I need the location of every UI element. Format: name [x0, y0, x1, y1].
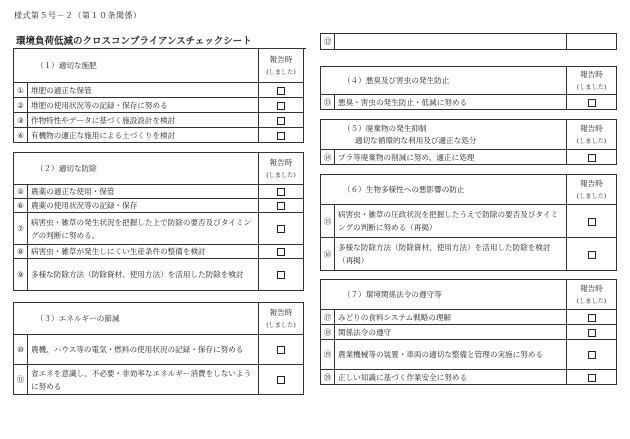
item-text: 多様な防除方法（防除資材、使用方法）を活用した防除を検討: [28, 259, 259, 291]
report-checkbox[interactable]: [588, 314, 596, 322]
report-checkbox[interactable]: [588, 329, 596, 337]
section-1-table: [13, 48, 304, 143]
section-3-table: [13, 302, 304, 395]
item-number: ⑳: [321, 370, 335, 385]
report-checkbox[interactable]: [588, 351, 596, 359]
document-title: 環境負荷低減のクロスコンプライアンスチェックシート: [16, 33, 306, 49]
item-number: ④: [14, 128, 28, 143]
item-text: 病害虫・雑草が発生しにくい生産条件の整備を検討: [28, 245, 259, 259]
item-text: 農薬の適正な使用・保管: [28, 185, 259, 199]
item-text: 病害虫・雑草の圧政状況を把握したうえで防除の要否及びタイミングの判断に努める（再掲）: [335, 205, 567, 238]
item-text: 多様な防除方法（防除資材、使用方法）を活用した防除を検討（再掲）: [335, 238, 567, 271]
report-header: 報告時 (しました): [567, 67, 617, 95]
item-number: ⑧: [14, 245, 28, 259]
item-text: プラ等廃棄物の削減に努め、適正に処理: [335, 150, 567, 165]
item-number: ⑲: [321, 340, 335, 370]
section-heading: （４）悪臭及び害虫の発生防止: [321, 67, 567, 95]
section-heading: （３）エネルギーの節減: [14, 303, 259, 335]
form-number: 様式第５号－２（第１０条関係）: [14, 11, 142, 20]
item-number: ⑨: [14, 259, 28, 291]
item-text: [335, 34, 567, 50]
report-checkbox[interactable]: [277, 102, 285, 110]
item-number: ⑦: [14, 213, 28, 245]
report-checkbox[interactable]: [277, 271, 285, 279]
item-text: 農薬の使用状況等の記録・保存: [28, 199, 259, 213]
report-header: 報告時 (しました): [567, 120, 617, 150]
item-text: みどりの食料システム戦略の理解: [335, 310, 567, 325]
item-number: ⑮: [321, 205, 335, 238]
report-checkbox[interactable]: [277, 188, 285, 196]
item-number: ⑩: [14, 335, 28, 365]
report-checkbox[interactable]: [588, 374, 596, 382]
item-text: 正しい知識に基づく作業安全に努める: [335, 370, 567, 385]
report-checkbox[interactable]: [277, 202, 285, 210]
item-number: ⑭: [321, 150, 335, 165]
item-text: 病害虫・雑草の発生状況を把握した上で防除の要否及びタイミングの判断に努める。: [28, 213, 259, 245]
item-text: 堆肥の使用状況等の記録・保存に努める: [28, 98, 259, 113]
report-header: 報告時 (しました): [567, 175, 617, 205]
item-text: 関係法令の遵守: [335, 325, 567, 340]
item-number: ③: [14, 113, 28, 128]
report-checkbox[interactable]: [588, 154, 596, 162]
item-text: 悪臭・害虫の発生防止・低減に努める: [335, 95, 567, 110]
item-number: ⑪: [14, 365, 28, 395]
section-heading: （１）適切な施肥: [14, 49, 259, 83]
report-checkbox[interactable]: [277, 87, 285, 95]
section-heading: （５）廃棄物の発生抑制 適切な循環的な利用及び適正な処分: [321, 120, 567, 150]
report-header: 報告時 (しました): [567, 280, 617, 310]
report-checkbox[interactable]: [277, 225, 285, 233]
section-4-table: [320, 66, 617, 110]
item-number: ①: [14, 83, 28, 98]
section-heading: （６）生物多様性への悪影響の防止: [321, 175, 567, 205]
item-text: 堆肥の適正な保管: [28, 83, 259, 98]
section-2-table: [13, 152, 304, 291]
item-number: ⑤: [14, 185, 28, 199]
report-checkbox[interactable]: [277, 248, 285, 256]
item-number: ⑱: [321, 325, 335, 340]
item-number: ⑫: [321, 34, 335, 50]
item-number: ⑯: [321, 238, 335, 271]
item-text: 省エネを意識し、不必要・非効率なエネルギー消費をしないように努める: [28, 365, 259, 395]
report-checkbox[interactable]: [277, 346, 285, 354]
section-blank-table: [320, 33, 617, 50]
report-checkbox[interactable]: [588, 99, 596, 107]
report-checkbox[interactable]: [588, 251, 596, 259]
report-header: 報告時 (しました): [259, 49, 304, 83]
report-checkbox[interactable]: [277, 376, 285, 384]
report-header: 報告時 (しました): [259, 153, 304, 185]
report-checkbox[interactable]: [277, 132, 285, 140]
section-7-table: [320, 279, 617, 385]
item-text: 農機、ハウス等の電気・燃料の使用状況の記録・保存に努める: [28, 335, 259, 365]
section-heading: （７）環境関係法令の遵守等: [321, 280, 567, 310]
item-number: ②: [14, 98, 28, 113]
item-number: ⑰: [321, 310, 335, 325]
item-text: 作物特性やデータに基づく施設設計を検討: [28, 113, 259, 128]
item-number: ⑥: [14, 199, 28, 213]
item-text: 農業機械等の装置・車両の適切な整備と管理の実施に努める: [335, 340, 567, 370]
report-header: 報告時 (しました): [259, 303, 304, 335]
section-6-table: [320, 174, 617, 271]
item-text: 有機物の適正な施用による土づくりを検討: [28, 128, 259, 143]
report-checkbox[interactable]: [588, 218, 596, 226]
report-checkbox[interactable]: [277, 117, 285, 125]
item-number: ⑬: [321, 95, 335, 110]
section-5-table: [320, 119, 617, 165]
section-heading: （２）適切な防除: [14, 153, 259, 185]
